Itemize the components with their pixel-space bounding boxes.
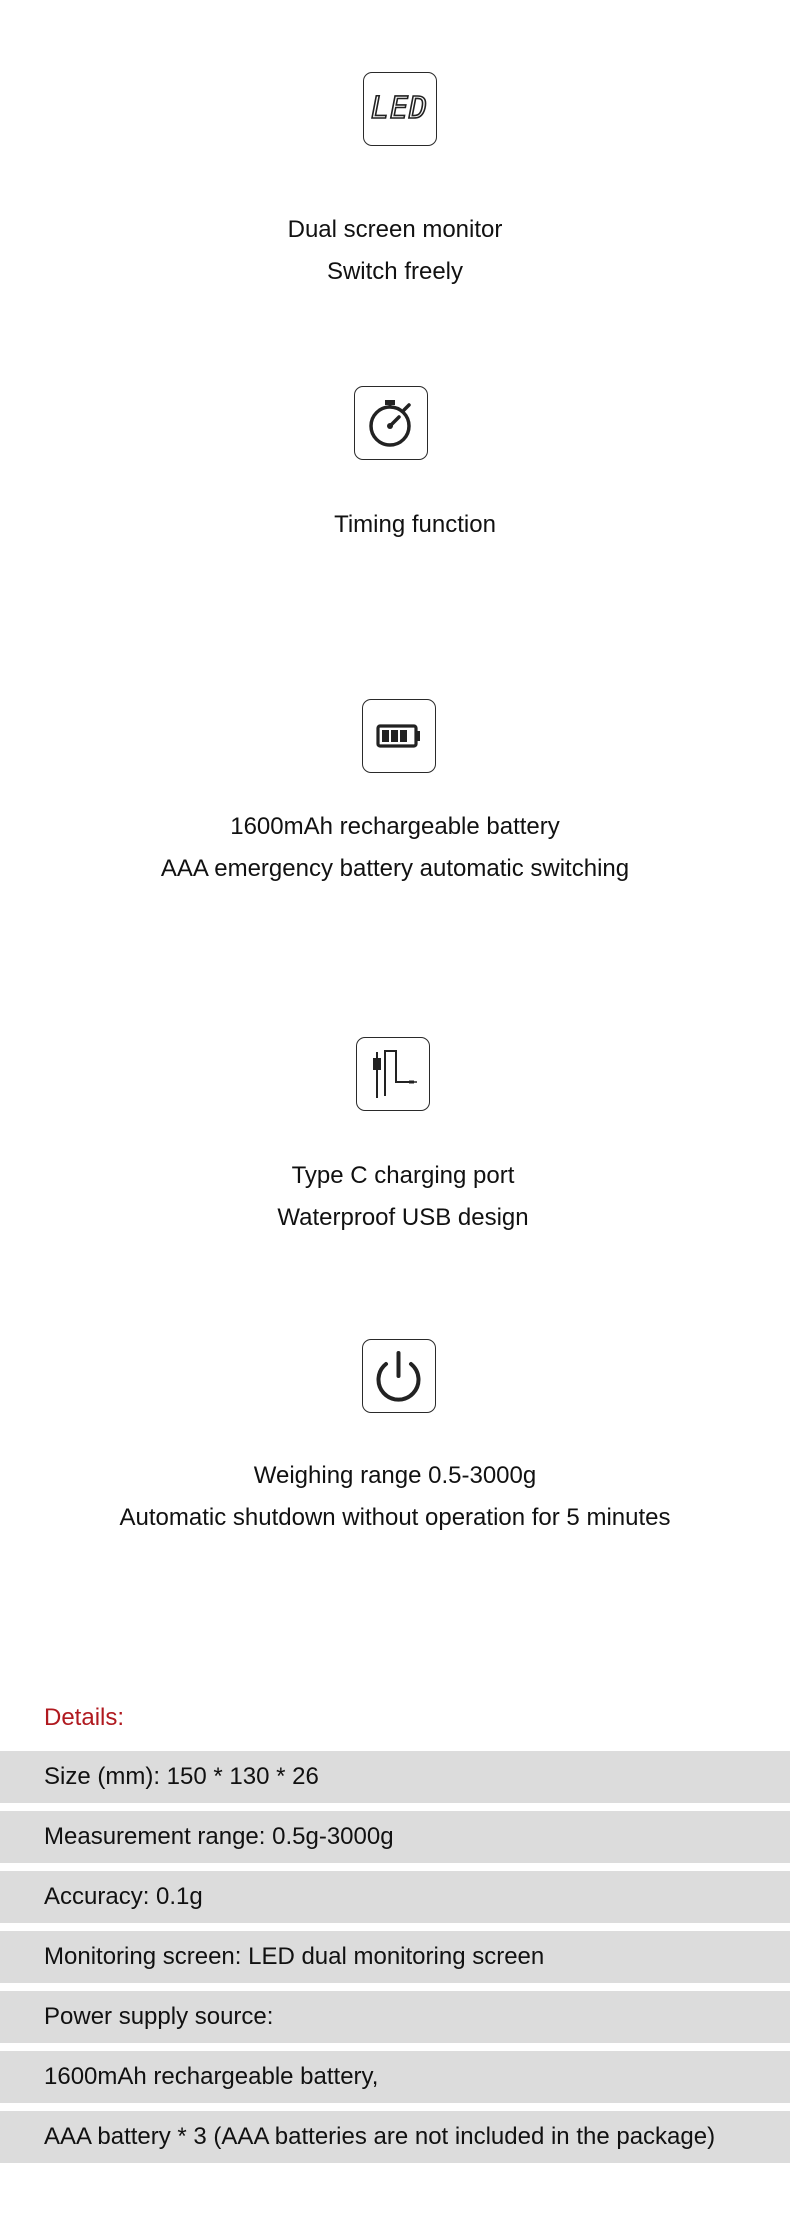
feature-caption [8, 1155, 790, 1239]
details-row: Measurement range: 0.5g-3000g [0, 1811, 790, 1863]
caption-line: Weighing range 0.5-3000g [253, 1462, 537, 1489]
details-list [0, 1751, 790, 2171]
caption-line: Timing function [334, 511, 496, 538]
power-icon [362, 1339, 436, 1413]
caption-line: 1600mAh rechargeable battery [230, 813, 560, 840]
caption-line: Waterproof USB design [277, 1204, 529, 1231]
led-icon-text: LED [370, 91, 429, 126]
details-row: 1600mAh rechargeable battery, [0, 2051, 790, 2103]
caption-line: Dual screen monitor [287, 216, 503, 243]
details-title: Details: [44, 1704, 125, 1731]
feature-caption [0, 806, 790, 890]
details-row: Accuracy: 0.1g [0, 1871, 790, 1923]
caption-line: Type C charging port [291, 1162, 515, 1189]
led-display-icon [363, 72, 437, 146]
caption-line: Automatic shutdown without operation for 5 minutes [119, 1504, 671, 1531]
details-row: Size (mm): 150 * 130 * 26 [0, 1751, 790, 1803]
feature-caption [0, 1455, 790, 1539]
stopwatch-icon [354, 386, 428, 460]
usb-charging-port-icon [356, 1037, 430, 1111]
details-row: Power supply source: [0, 1991, 790, 2043]
battery-icon [362, 699, 436, 773]
caption-line: Switch freely [326, 258, 464, 285]
details-row: AAA battery * 3 (AAA batteries are not included in the package) [0, 2111, 790, 2163]
details-row: Monitoring screen: LED dual monitoring screen [0, 1931, 790, 1983]
feature-caption [20, 504, 790, 546]
feature-caption [0, 209, 790, 293]
caption-line: AAA emergency battery automatic switching [160, 855, 630, 882]
